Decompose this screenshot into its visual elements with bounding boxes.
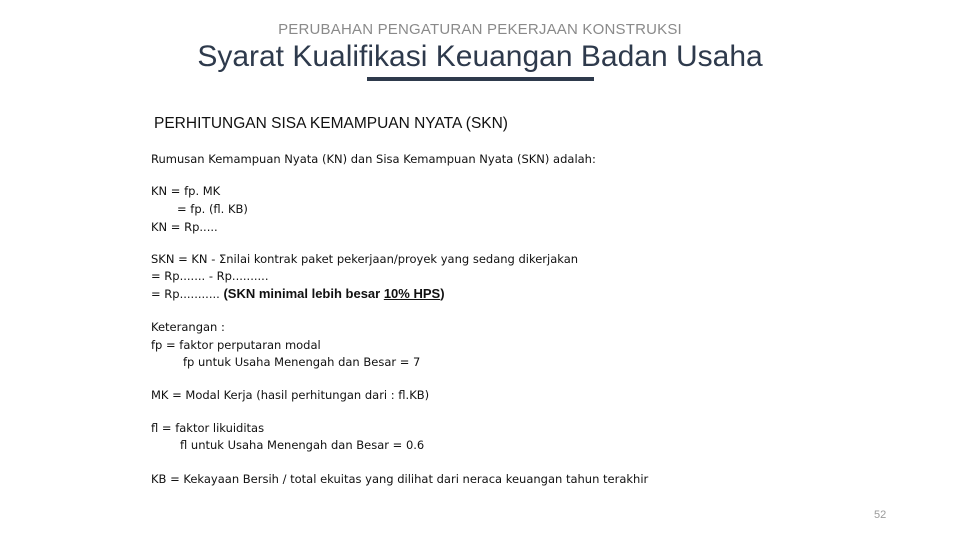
skn-note-c: ) <box>440 286 445 301</box>
skn-note-hps: 10% HPS <box>383 286 441 301</box>
kb-line: KB = Kekayaan Bersih / total ekuitas yang dilihat dari neraca keuangan tahun terakhir <box>151 472 649 486</box>
skn-line-2: = Rp....... - Rp.......... <box>151 269 269 283</box>
section-heading: PERHITUNGAN SISA KEMAMPUAN NYATA (SKN) <box>154 115 508 132</box>
fp-line-2: fp untuk Usaha Menengah dan Besar = 7 <box>183 355 421 369</box>
slide-kicker: PERUBAHAN PENGATURAN PEKERJAAN KONSTRUKSI <box>278 21 682 38</box>
kn-line-3: KN = Rp..... <box>151 220 218 234</box>
fp-line-1: fp = faktor perputaran modal <box>151 338 321 352</box>
skn-line-1: SKN = KN - Σnilai kontrak paket pekerjaan/proyek yang sedang dikerjakan <box>151 252 579 266</box>
skn-line-3 <box>151 286 445 301</box>
keterangan-title: Keterangan : <box>151 320 225 334</box>
fl-line-2: fl untuk Usaha Menengah dan Besar = 0.6 <box>180 438 425 452</box>
skn-note-a: (SKN minimal lebih besar <box>223 286 384 301</box>
fl-line-1: fl = faktor likuiditas <box>151 421 265 435</box>
title-underline <box>367 77 594 81</box>
kn-line-1: KN = fp. MK <box>151 184 221 198</box>
kn-line-2: = fp. (fl. KB) <box>177 202 248 216</box>
page-number: 52 <box>874 509 887 521</box>
intro-text: Rumusan Kemampuan Nyata (KN) dan Sisa Kemampuan Nyata (SKN) adalah: <box>151 152 596 166</box>
skn-line-3-prefix: = Rp........... <box>151 287 224 301</box>
slide-title: Syarat Kualifikasi Keuangan Badan Usaha <box>197 40 763 73</box>
mk-line: MK = Modal Kerja (hasil perhitungan dari : fl.KB) <box>151 388 430 402</box>
